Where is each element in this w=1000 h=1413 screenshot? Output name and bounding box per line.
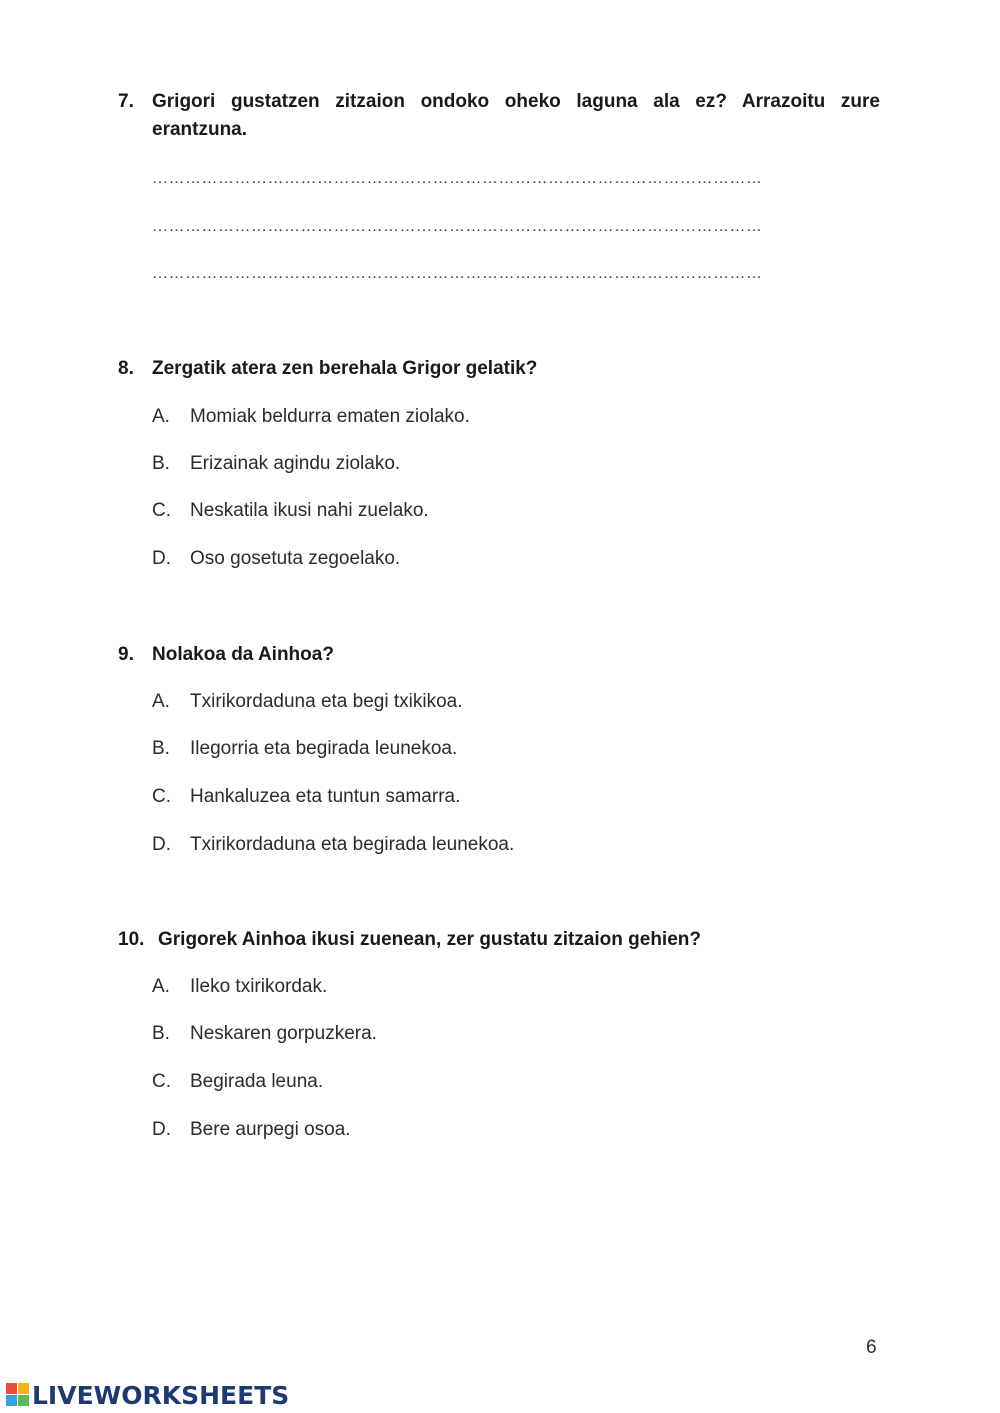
option-text: Erizainak agindu ziolako. [190,453,401,474]
option-text: Hankaluzea eta tuntun samarra. [190,786,461,807]
option-letter: C. [152,500,171,521]
option-letter: B. [152,453,170,474]
option-10c[interactable] [152,1070,323,1094]
option-letter: C. [152,786,171,807]
question-9 [118,641,880,669]
option-text: Begirada leuna. [190,1071,324,1092]
question-number: 9. [118,644,134,665]
question-text: Grigorek Ainhoa ikusi zuenean, zer gustatu zitzaion gehien? [158,929,701,950]
option-text: Momiak beldurra ematen ziolako. [190,406,470,427]
option-text: Oso gosetuta zegoelako. [190,548,401,569]
option-8b[interactable] [152,452,400,476]
option-letter: A. [152,406,170,427]
question-text: Grigori gustatzen zitzaion ondoko oheko laguna ala ez? Arrazoitu zure erantzuna. [152,91,880,140]
question-number: 10. [118,929,145,950]
option-9a[interactable] [152,690,462,714]
option-letter: B. [152,738,170,759]
brand-name: LIVEWORKSHEETS [32,1380,290,1410]
question-10 [118,926,880,954]
option-8d[interactable] [152,547,400,571]
option-letter: B. [152,1023,170,1044]
option-9d[interactable] [152,833,514,857]
answer-line-1[interactable]: ………………………………………………………………………………………………… [152,170,763,187]
logo-square-red [6,1383,17,1394]
answer-line-3[interactable]: ………………………………………………………………………………………………… [152,265,763,282]
option-text: Ileko txirikordak. [190,976,328,997]
question-number: 8. [118,358,134,379]
option-8c[interactable] [152,499,429,523]
page-number: 6 [866,1337,877,1358]
question-number: 7. [118,91,134,112]
option-9b[interactable] [152,737,457,761]
option-10d[interactable] [152,1118,351,1142]
option-text: Txirikordaduna eta begi txikikoa. [190,691,463,712]
option-letter: D. [152,548,171,569]
option-text: Txirikordaduna eta begirada leunekoa. [190,834,515,855]
option-text: Neskaren gorpuzkera. [190,1023,377,1044]
option-letter: A. [152,691,170,712]
option-10a[interactable] [152,975,327,999]
question-7 [118,88,880,144]
answer-line-2[interactable]: ………………………………………………………………………………………………… [152,218,763,235]
logo-square-blue [6,1395,17,1406]
option-letter: D. [152,834,171,855]
logo-square-yellow [18,1383,29,1394]
option-9c[interactable] [152,785,460,809]
option-letter: A. [152,976,170,997]
question-8 [118,355,880,383]
option-10b[interactable] [152,1022,377,1046]
option-letter: C. [152,1071,171,1092]
question-text: Zergatik atera zen berehala Grigor gelatik? [152,358,538,379]
option-text: Bere aurpegi osoa. [190,1119,351,1140]
liveworksheets-logo-icon [6,1383,30,1407]
liveworksheets-brand[interactable] [6,1380,289,1410]
option-text: Ilegorria eta begirada leunekoa. [190,738,458,759]
logo-square-green [18,1395,29,1406]
option-letter: D. [152,1119,171,1140]
option-text: Neskatila ikusi nahi zuelako. [190,500,429,521]
question-text: Nolakoa da Ainhoa? [152,644,334,665]
option-8a[interactable] [152,405,470,429]
